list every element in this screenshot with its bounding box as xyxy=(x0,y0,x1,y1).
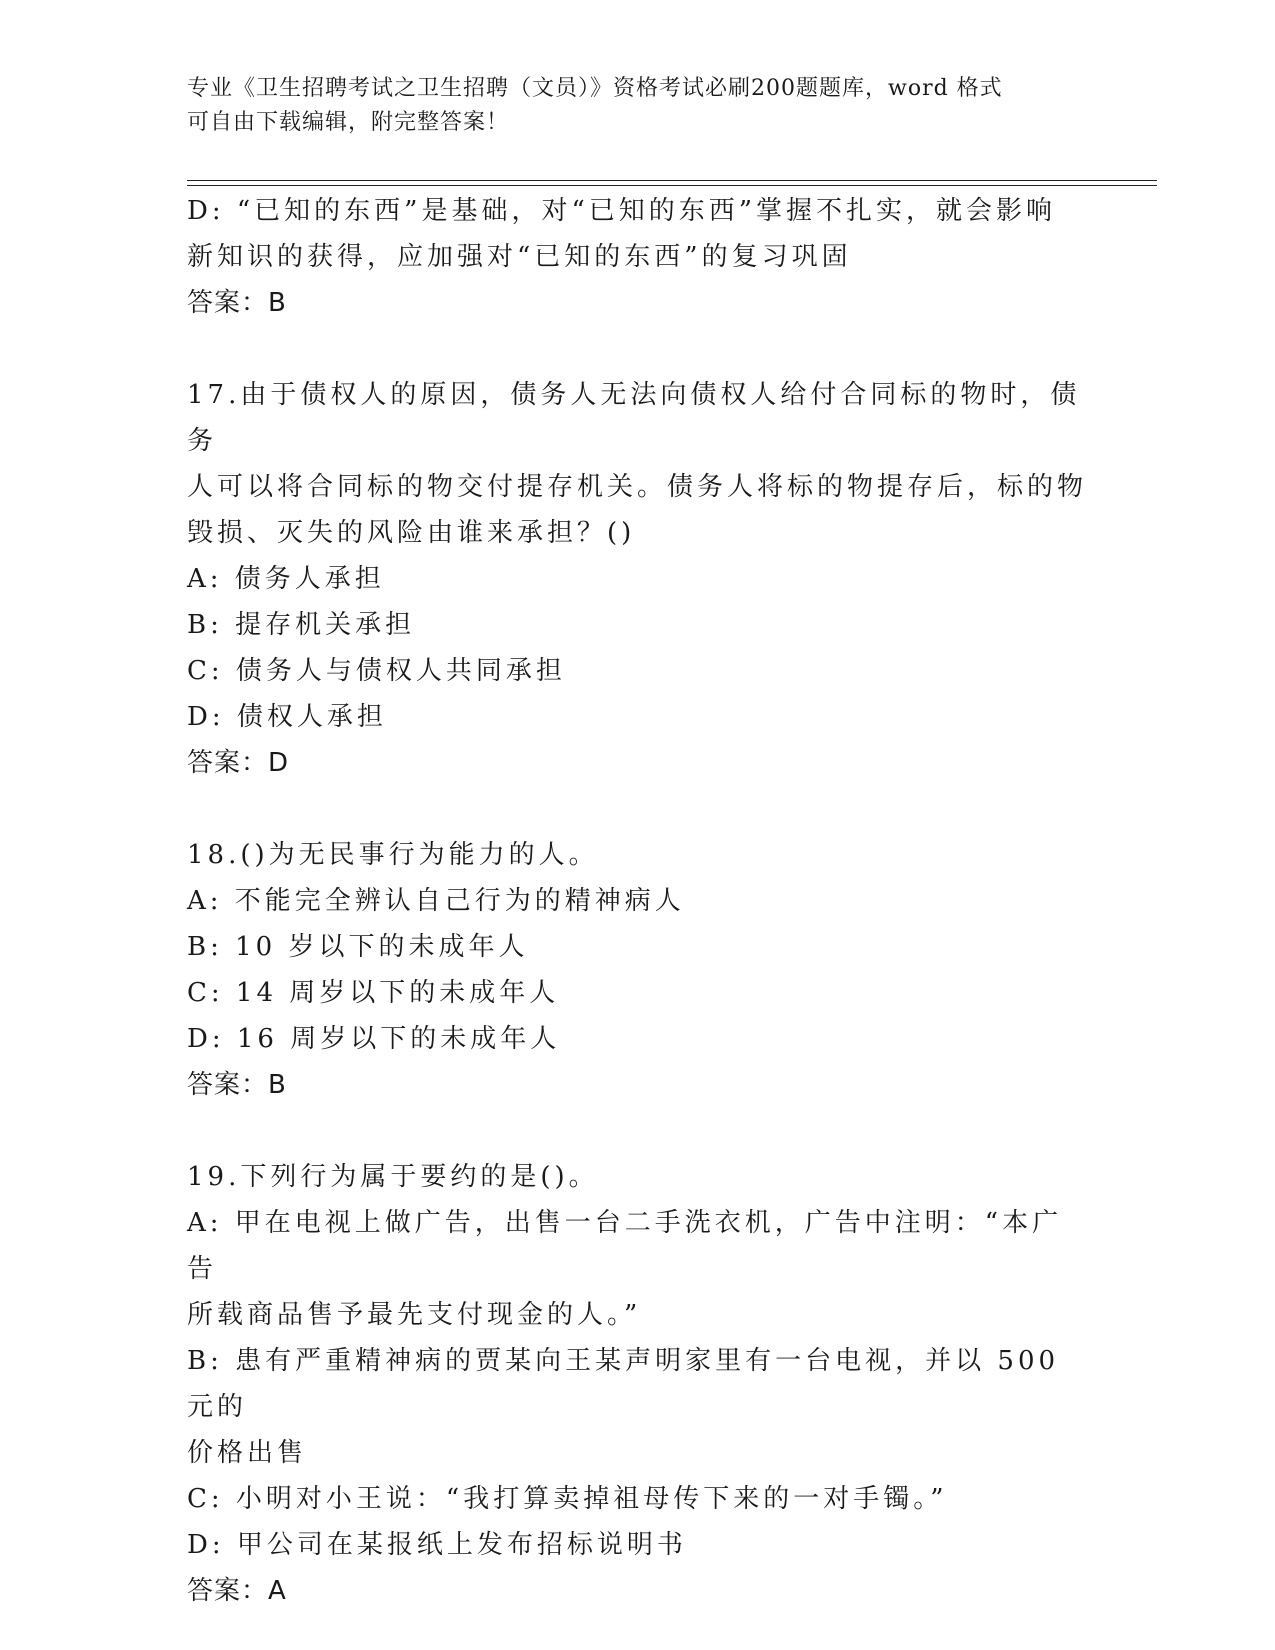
document-header xyxy=(187,72,1087,140)
question-stem: 毁损、灭失的风险由谁来承担？() xyxy=(187,518,636,548)
option-c: C: 小明对小王说：“我打算卖掉祖母传下来的一对手镯。” xyxy=(187,1484,948,1514)
option-d-line-1: D: “已知的东西”是基础，对“已知的东西”掌握不扎实，就会影响 xyxy=(187,196,1057,226)
question-stem: 18.()为无民事行为能力的人。 xyxy=(187,840,599,870)
option-a: A: 不能完全辨认自己行为的精神病人 xyxy=(187,886,685,916)
option-a: A: 甲在电视上做广告，出售一台二手洗衣机，广告中注明：“本广告 xyxy=(187,1208,1063,1284)
option-b: B: 提存机关承担 xyxy=(187,610,416,640)
answer: 答案：A xyxy=(187,1576,287,1606)
question-stem: 人可以将合同标的物交付提存机关。债务人将标的物提存后，标的物 xyxy=(187,472,1088,502)
answer: 答案：D xyxy=(187,748,290,778)
option-d: D: 债权人承担 xyxy=(187,702,387,732)
option-a: 所载商品售予最先支付现金的人。” xyxy=(187,1300,642,1330)
header-line-1: 专业《卫生招聘考试之卫生招聘（文员）》资格考试必刷200题题库，word 格式 xyxy=(187,76,1003,101)
question-17 xyxy=(187,372,1087,786)
answer: 答案：B xyxy=(187,1070,287,1100)
question-19 xyxy=(187,1154,1087,1614)
question-stem: 17.由于债权人的原因，债务人无法向债权人给付合同标的物时，债务 xyxy=(187,380,1081,456)
option-d: D: 16 周岁以下的未成年人 xyxy=(187,1024,561,1054)
header-divider-bottom xyxy=(187,185,1157,186)
question-content xyxy=(187,188,1087,1614)
option-a: A: 债务人承担 xyxy=(187,564,385,594)
header-line-2: 可自由下载编辑，附完整答案！ xyxy=(187,110,510,135)
option-d-line-2: 新知识的获得，应加强对“已知的东西”的复习巩固 xyxy=(187,242,852,272)
question-18 xyxy=(187,832,1087,1108)
option-b: 价格出售 xyxy=(187,1438,308,1468)
option-d: D: 甲公司在某报纸上发布招标说明书 xyxy=(187,1530,687,1560)
option-b: B: 10 岁以下的未成年人 xyxy=(187,932,529,962)
answer: 答案：B xyxy=(187,288,287,318)
option-c: C: 债务人与债权人共同承担 xyxy=(187,656,566,686)
option-c: C: 14 周岁以下的未成年人 xyxy=(187,978,560,1008)
previous-question-tail xyxy=(187,188,1087,326)
question-stem: 19.下列行为属于要约的是()。 xyxy=(187,1162,599,1192)
header-divider-top xyxy=(187,180,1157,181)
option-b: B: 患有严重精神病的贾某向王某声明家里有一台电视，并以 500 元的 xyxy=(187,1346,1072,1422)
